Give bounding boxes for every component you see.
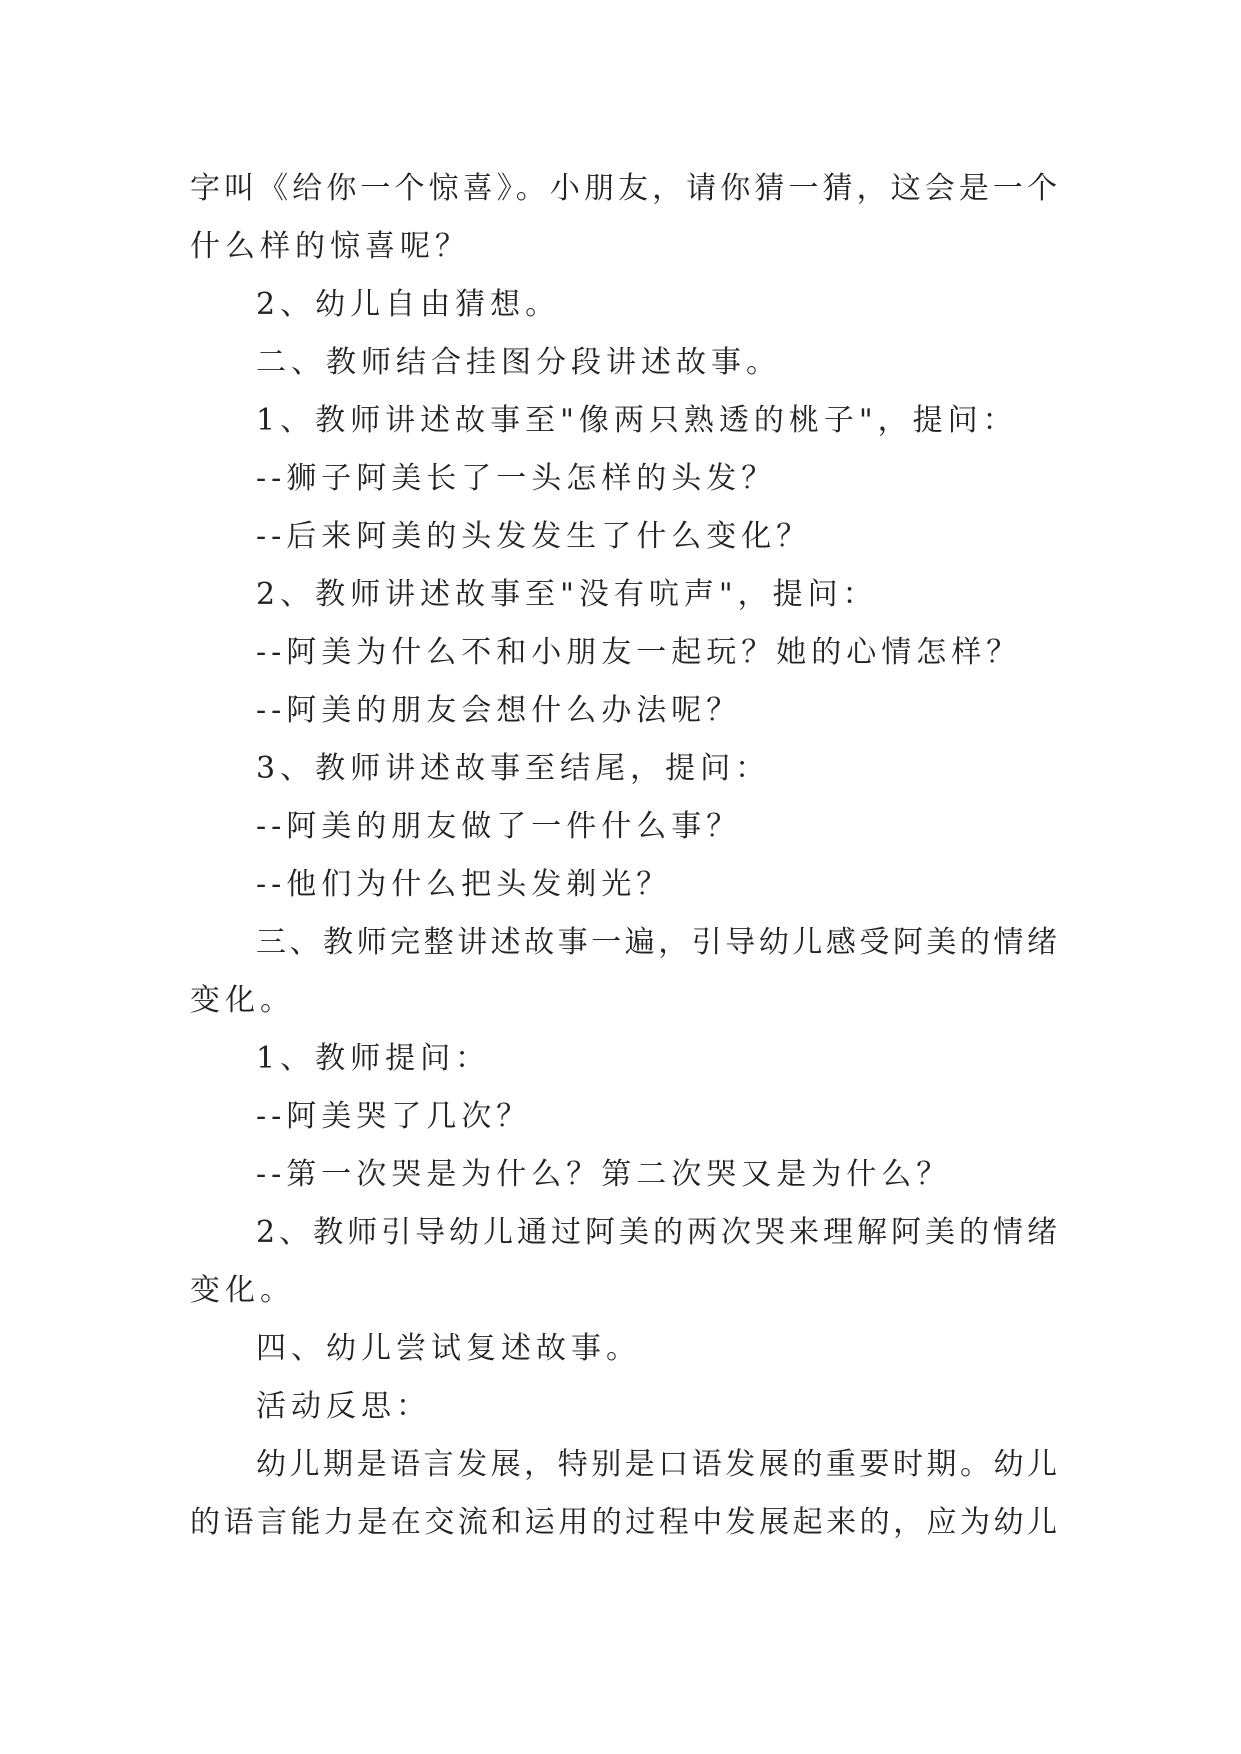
text-line: 2、教师讲述故事至"没有吭声"，提问：: [256, 577, 878, 612]
section-heading: 四、幼儿尝试复述故事。: [256, 1331, 641, 1366]
question-line: --阿美的朋友做了一件什么事？: [256, 809, 742, 844]
text-line: 3、教师讲述故事至结尾，提问：: [256, 751, 771, 786]
text-line: 的语言能力是在交流和运用的过程中发展起来的，应为幼儿: [190, 1505, 1060, 1540]
question-line: --阿美为什么不和小朋友一起玩？她的心情怎样？: [256, 635, 1022, 670]
text-line: 2、教师引导幼儿通过阿美的两次哭来理解阿美的情绪: [256, 1215, 1060, 1250]
text-line: 1、教师讲述故事至"像两只熟透的桃子"，提问：: [256, 403, 1018, 438]
section-heading: 活动反思：: [256, 1389, 431, 1424]
question-line: --狮子阿美长了一头怎样的头发？: [256, 461, 777, 496]
section-heading: 二、教师结合挂图分段讲述故事。: [256, 345, 781, 380]
text-line: 什么样的惊喜呢？: [190, 229, 470, 264]
text-line: 幼儿期是语言发展，特别是口语发展的重要时期。幼儿: [256, 1447, 1060, 1482]
text-line: 1、教师提问：: [256, 1041, 491, 1076]
document-body: [190, 160, 1060, 1552]
question-line: --阿美哭了几次？: [256, 1099, 532, 1134]
text-line: 变化。: [190, 983, 295, 1018]
section-heading: 三、教师完整讲述故事一遍，引导幼儿感受阿美的情绪: [256, 925, 1060, 960]
text-line: 2、幼儿自由猜想。: [256, 287, 561, 322]
question-line: --后来阿美的头发发生了什么变化？: [256, 519, 812, 554]
text-line: 字叫《给你一个惊喜》。小朋友，请你猜一猜，这会是一个: [190, 171, 1060, 206]
question-line: --阿美的朋友会想什么办法呢？: [256, 693, 742, 728]
question-line: --第一次哭是为什么？第二次哭又是为什么？: [256, 1157, 952, 1192]
text-line: 变化。: [190, 1273, 295, 1308]
question-line: --他们为什么把头发剃光？: [256, 867, 672, 902]
